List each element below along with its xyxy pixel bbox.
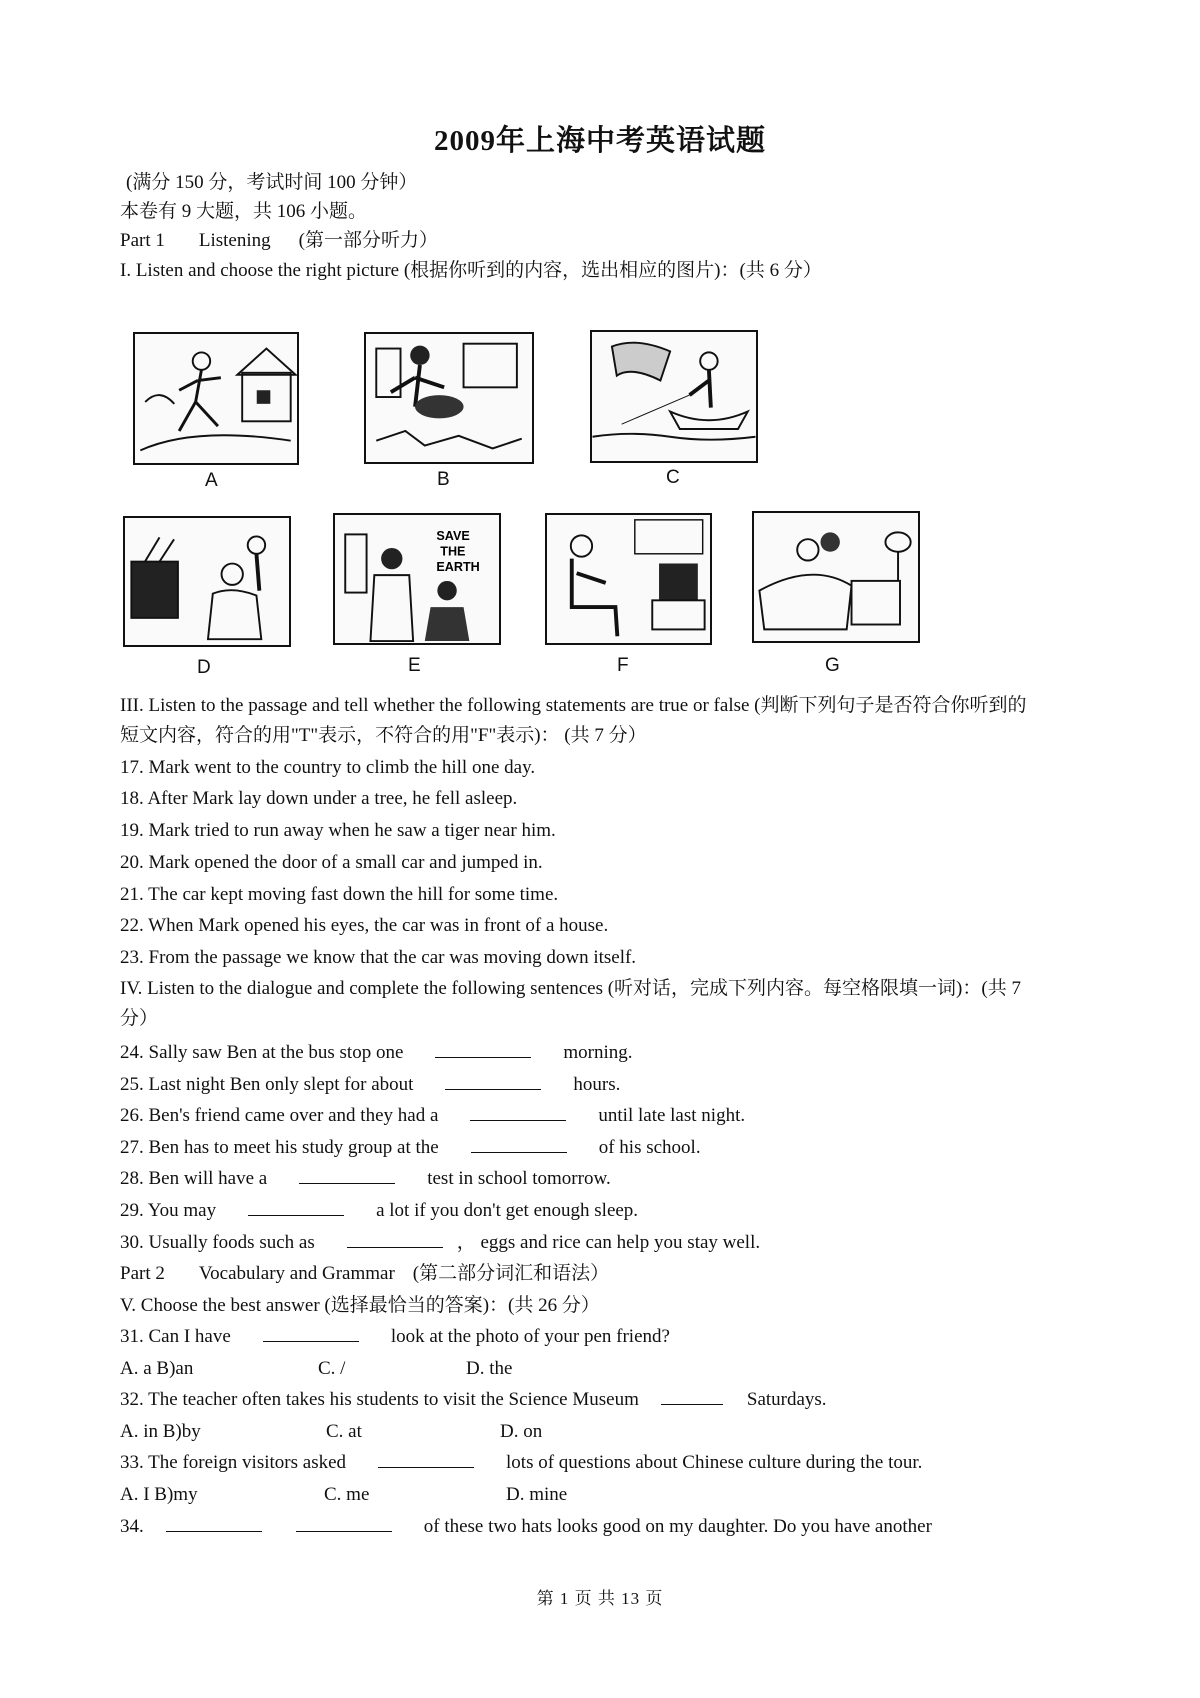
- fill-item-text: morning.: [563, 1042, 633, 1063]
- question-33: [120, 1448, 922, 1478]
- picture-g: [752, 511, 920, 643]
- statement-17: 17. Mark went to the country to climb the hill one day.: [120, 757, 536, 778]
- fill-item-text: 26. Ben's friend came over and they had a: [120, 1105, 439, 1126]
- statement-22: 22. When Mark opened his eyes, the car was in front of a house.: [120, 915, 609, 936]
- part2-cn: (第二部分词汇和语法）: [412, 1263, 610, 1284]
- fill-item-24: [120, 1038, 633, 1068]
- fill-item-text: 29. You may: [120, 1200, 217, 1221]
- question-32: [120, 1385, 827, 1415]
- question-text: 31. Can I have: [120, 1326, 231, 1347]
- answer-blank[interactable]: [661, 1386, 723, 1405]
- living-room-tv-illustration: [125, 518, 289, 645]
- option-c[interactable]: C. /: [318, 1358, 346, 1379]
- option-c[interactable]: C. at: [326, 1421, 362, 1442]
- fill-item-text: 24. Sally saw Ben at the bus stop one: [120, 1042, 404, 1063]
- picture-c-label: C: [666, 467, 680, 488]
- option-ab[interactable]: A. I B)my: [120, 1484, 198, 1505]
- statement-21: 21. The car kept moving fast down the hill for some time.: [120, 884, 559, 905]
- section4-heading: IV. Listen to the dialogue and complete the following sentences (听对话，完成下列内容。每空格限填一词)：(共 7 分）: [120, 978, 1021, 1029]
- option-d[interactable]: D. on: [500, 1421, 543, 1442]
- question-text: lots of questions about Chinese culture during the tour.: [506, 1452, 923, 1473]
- svg-text:SAVE: SAVE: [436, 529, 470, 544]
- statement-23: 23. From the passage we know that the car was moving down itself.: [120, 947, 637, 968]
- part1-heading: [120, 226, 438, 256]
- picture-d: [123, 516, 291, 647]
- picture-a: [133, 332, 299, 465]
- answer-blank[interactable]: [248, 1197, 344, 1216]
- fill-item-text: 25. Last night Ben only slept for about: [120, 1074, 414, 1095]
- svg-text:EARTH: EARTH: [436, 560, 480, 575]
- question-31: [120, 1322, 670, 1352]
- option-d[interactable]: D. the: [466, 1358, 513, 1379]
- statement-18: 18. After Mark lay down under a tree, he fell asleep.: [120, 788, 518, 809]
- svg-text:THE: THE: [440, 544, 466, 559]
- part1-label: Part 1: [120, 230, 165, 251]
- answer-blank[interactable]: [471, 1134, 567, 1153]
- part1-name: Listening: [198, 230, 271, 251]
- fill-item-27: [120, 1133, 701, 1163]
- part1-cn: (第一部分听力）: [298, 230, 438, 251]
- picture-c: [590, 330, 758, 463]
- running-boy-illustration: [135, 334, 297, 463]
- picture-a-label: A: [205, 470, 218, 491]
- answer-blank[interactable]: [166, 1513, 262, 1532]
- page-title: 2009年上海中考英语试题: [433, 125, 766, 157]
- fill-item-text: 27. Ben has to meet his study group at the: [120, 1137, 439, 1158]
- fill-item-text: 28. Ben will have a: [120, 1168, 268, 1189]
- fill-item-25: [120, 1070, 620, 1100]
- answer-blank[interactable]: [445, 1071, 541, 1090]
- option-ab[interactable]: A. in B)by: [120, 1421, 201, 1442]
- options-31: [120, 1354, 512, 1384]
- page-footer: 第 1 页 共 13 页: [536, 1589, 664, 1608]
- answer-blank[interactable]: [296, 1513, 392, 1532]
- picture-b: [364, 332, 534, 464]
- picture-e: [333, 513, 501, 645]
- fill-item-text: 30. Usually foods such as: [120, 1232, 315, 1253]
- part2-label: Part 2: [120, 1263, 165, 1284]
- picture-b-label: B: [437, 469, 450, 490]
- question-text: 33. The foreign visitors asked: [120, 1452, 347, 1473]
- question-text: look at the photo of your pen friend?: [390, 1326, 670, 1347]
- section3-heading: III. Listen to the passage and tell whether the following statements are true or false (判断下列句子是否符合你听到的短文内容，符合的用"T"表示，不符合的用"F"表示)： (共 7 分）: [120, 695, 1027, 746]
- fill-item-text: of his school.: [598, 1137, 701, 1158]
- exam-summary: 本卷有 9 大题，共 106 小题。: [120, 201, 368, 222]
- picture-g-label: G: [825, 655, 840, 676]
- fill-item-text: test in school tomorrow.: [427, 1168, 611, 1189]
- question-text: Saturdays.: [746, 1389, 827, 1410]
- question-text: of these two hats looks good on my daughter. Do you have another: [423, 1516, 932, 1537]
- boat-fishing-illustration: [592, 332, 756, 461]
- answer-blank[interactable]: [299, 1165, 395, 1184]
- answer-blank[interactable]: [435, 1039, 531, 1058]
- messy-room-illustration: [366, 334, 532, 462]
- fill-item-29: [120, 1196, 638, 1226]
- fill-item-28: [120, 1164, 611, 1194]
- part2-heading: [120, 1259, 609, 1289]
- question-text: 32. The teacher often takes his students to visit the Science Museum: [120, 1389, 639, 1410]
- fill-item-text: a lot if you don't get enough sleep.: [376, 1200, 639, 1221]
- option-ab[interactable]: A. a B)an: [120, 1358, 194, 1379]
- fill-item-text: ， eggs and rice can help you stay well.: [456, 1232, 761, 1253]
- options-33: [120, 1480, 567, 1510]
- question-34: [120, 1512, 932, 1542]
- exam-score-note: (满分 150 分，考试时间 100 分钟）: [126, 172, 418, 193]
- answer-blank[interactable]: [378, 1449, 474, 1468]
- fill-item-30: [120, 1228, 760, 1258]
- part2-name: Vocabulary and Grammar: [198, 1263, 395, 1284]
- option-c[interactable]: C. me: [324, 1484, 370, 1505]
- option-d[interactable]: D. mine: [506, 1484, 568, 1505]
- section1-heading: I. Listen and choose the right picture (根据你听到的内容，选出相应的图片)：(共 6 分）: [120, 260, 822, 281]
- answer-blank[interactable]: [347, 1229, 443, 1248]
- answer-blank[interactable]: [470, 1102, 566, 1121]
- picture-d-label: D: [197, 657, 211, 678]
- picture-f-label: F: [617, 655, 629, 676]
- statement-19: 19. Mark tried to run away when he saw a tiger near him.: [120, 820, 556, 841]
- sick-in-bed-illustration: [754, 513, 918, 641]
- picture-f: [545, 513, 712, 645]
- answer-blank[interactable]: [263, 1323, 359, 1342]
- question-text: 34.: [120, 1516, 144, 1537]
- fill-item-26: [120, 1101, 745, 1131]
- fill-item-text: hours.: [573, 1074, 621, 1095]
- man-watching-tv-illustration: [547, 515, 710, 643]
- save-the-earth-illustration: [335, 515, 499, 643]
- picture-e-label: E: [408, 655, 421, 676]
- statement-20: 20. Mark opened the door of a small car and jumped in.: [120, 852, 543, 873]
- section5-heading: V. Choose the best answer (选择最恰当的答案)：(共 26 分）: [120, 1295, 600, 1316]
- fill-item-text: until late last night.: [598, 1105, 746, 1126]
- options-32: [120, 1417, 542, 1447]
